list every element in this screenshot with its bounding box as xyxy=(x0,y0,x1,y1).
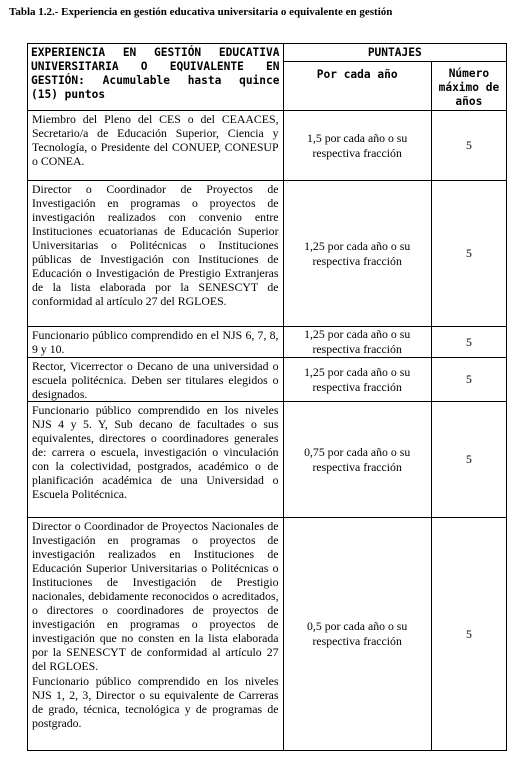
row-description: Rector, Vicerrector o Decano de una universidad o escuela politécnica. Deben ser titulares elegidos o designados. xyxy=(32,359,279,401)
row-description: Funcionario público comprendido en el NJS 6, 7, 8, 9 y 10. xyxy=(32,328,279,356)
row-points: 1,5 por cada año o su respectiva fracción xyxy=(283,111,431,181)
table-row xyxy=(28,327,507,358)
header-max-years: Número máximo de años xyxy=(431,62,506,111)
table-row xyxy=(28,111,507,181)
header-puntajes: PUNTAJES xyxy=(283,44,506,62)
row-points: 1,25 por cada año o su respectiva fracción xyxy=(283,358,431,402)
row-description: Miembro del Pleno del CES o del CEAACES, Secretario/a de Educación Superior, Ciencia y Tecnología, o Presidente del CONUEP, CONESUP o CONEA. xyxy=(32,112,279,168)
row-points: 0,75 por cada año o su respectiva fracción xyxy=(283,402,431,518)
table-row xyxy=(28,358,507,402)
table-row xyxy=(28,518,507,751)
row-max-years: 5 xyxy=(431,327,506,358)
scoring-table xyxy=(27,43,507,751)
row-max-years: 5 xyxy=(431,518,506,751)
header-row-1 xyxy=(28,44,507,62)
row-max-years: 5 xyxy=(431,181,506,327)
row-description-continued: Funcionario público comprendido en los niveles NJS 1, 2, 3, Director o su equivalente de Carreras de grado, técnica, tecnológica y de programas de postgrado. xyxy=(32,674,279,730)
row-points: 1,25 por cada año o su respectiva fracción xyxy=(283,181,431,327)
table-row xyxy=(28,402,507,518)
row-description: Funcionario público comprendido en los niveles NJS 4 y 5. Y, Sub decano de facultades o sus equivalentes, directores o coordinadores generales de: carrera o escuela, investigación o vinculación con la colectividad, postgrados, académico o de planificación académica de una Universidad o Escuela Politécnica. xyxy=(32,403,279,501)
row-max-years: 5 xyxy=(431,111,506,181)
header-per-year: Por cada año xyxy=(283,62,431,111)
row-max-years: 5 xyxy=(431,358,506,402)
table-row xyxy=(28,181,507,327)
header-category-cell xyxy=(28,44,284,111)
row-description: Director o Coordinador de Proyectos Nacionales de Investigación en programas o proyectos de investigación realizados en Instituciones de Educación Superior Universitarias o Politécnicas o Instituciones de Investigación de Prestigio nacionales, debidamente reconocidos o acreditados, o directores o coordinadores de proyectos de investigación en programas o proyectos de investigación que no consten en la lista elaborada por la SENESCYT de conformidad al artículo 27 del RGLOES. xyxy=(32,519,279,673)
row-points: 1,25 por cada año o su respectiva fracción xyxy=(283,327,431,358)
row-points: 0,5 por cada año o su respectiva fracción xyxy=(283,518,431,751)
row-max-years: 5 xyxy=(431,402,506,518)
row-description: Director o Coordinador de Proyectos de Investigación en programas o proyectos de investigación realizados con convenio entre Instituciones ecuatorianas de Educación Superior Universitarias o Politécnicas o Instituciones públicas de Investigación con Instituciones de Educación o Investigación de Prestigio Extranjeras de la lista elaborada por la SENESCYT de conformidad al artículo 27 del RGLOES. xyxy=(32,182,279,308)
header-category-text: EXPERIENCIA EN GESTIÓN EDUCATIVA UNIVERSITARIA O EQUIVALENTE EN GESTIÓN: Acumulable hasta quince (15) puntos xyxy=(31,46,280,101)
table-caption: Tabla 1.2.- Experiencia en gestión educativa universitaria o equivalente en gestión xyxy=(9,6,393,18)
